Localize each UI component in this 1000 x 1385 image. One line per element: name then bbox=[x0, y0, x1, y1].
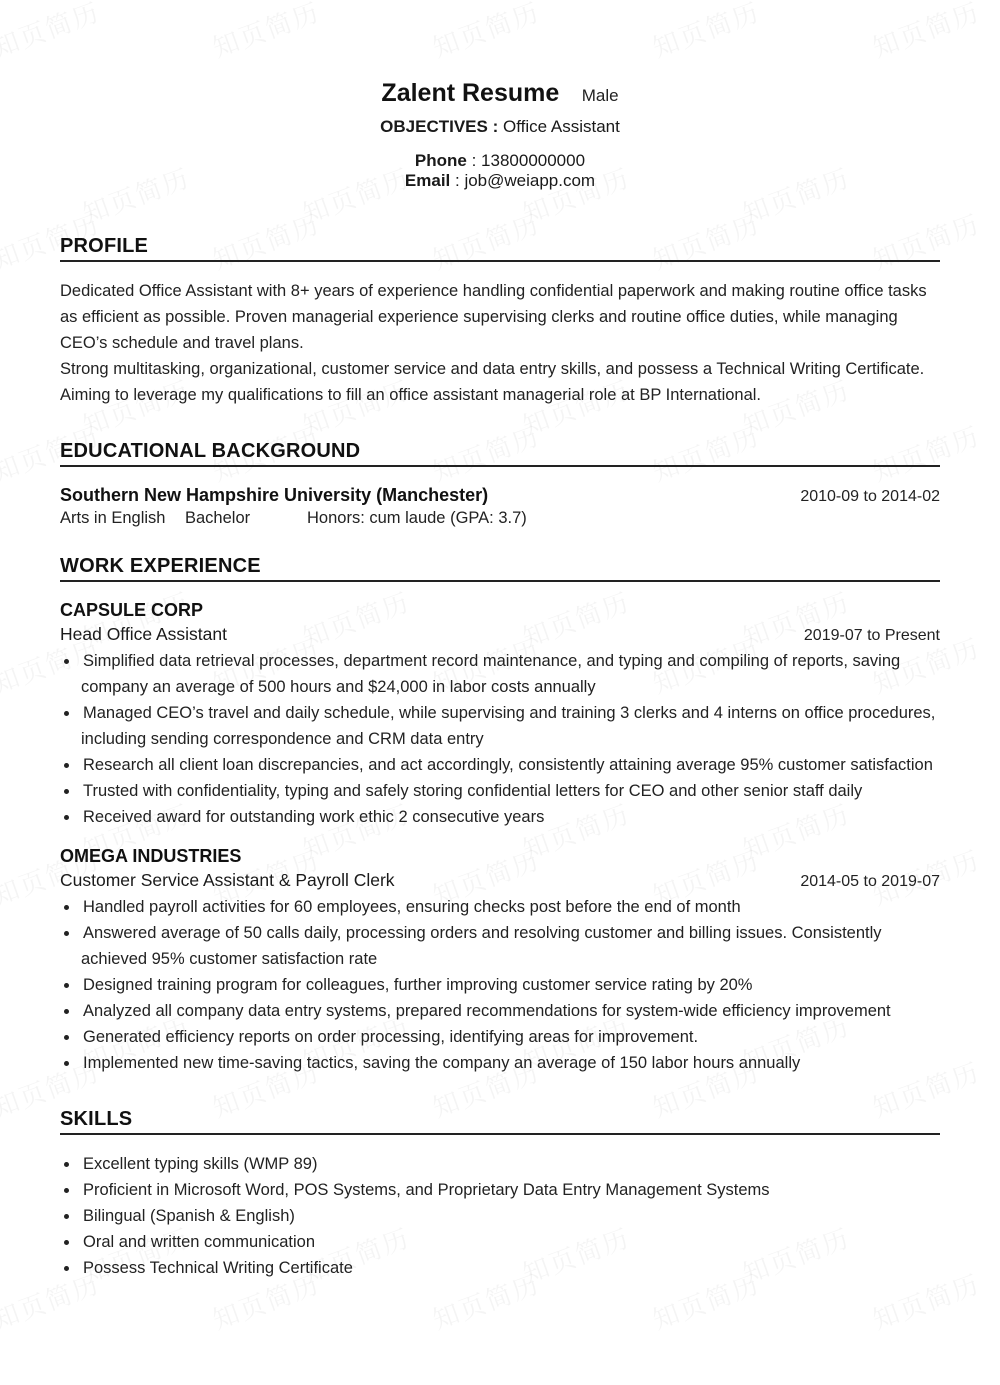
list-item bbox=[60, 1151, 940, 1177]
job-role: Head Office Assistant bbox=[60, 624, 227, 644]
email-value: job@weiapp.com bbox=[464, 171, 596, 190]
skill-text: Possess Technical Writing Certificate bbox=[83, 1259, 353, 1277]
skill-text: Proficient in Microsoft Word, POS Systems, and Proprietary Data Entry Management Systems bbox=[83, 1181, 770, 1199]
bullet-text: Simplified data retrieval processes, department record maintenance, and typing and compiling of reports, saving company an average of 500 hours and $24,000 in labor costs annually bbox=[81, 652, 901, 696]
list-item bbox=[60, 1177, 940, 1203]
skills-list bbox=[60, 1151, 940, 1281]
list-item bbox=[60, 1050, 940, 1076]
profile-paragraph: Strong multitasking, organizational, customer service and data entry skills, and possess a Technical Writing Certificate. Aiming to leverage my qualifications to fill an office assistant managerial role at BP International. bbox=[60, 360, 925, 404]
job-role: Customer Service Assistant & Payroll Clerk bbox=[60, 870, 395, 890]
bullet-text: Handled payroll activities for 60 employees, ensuring checks post before the end of month bbox=[83, 898, 741, 916]
profile-body bbox=[60, 278, 940, 408]
bullet-text: Trusted with confidentiality, typing and safely storing confidential letters for CEO and other senior staff daily bbox=[83, 782, 863, 800]
role-row bbox=[60, 868, 940, 894]
bullet-text: Generated efficiency reports on order processing, identifying areas for improvement. bbox=[83, 1028, 699, 1046]
list-item bbox=[60, 804, 940, 830]
skills-section bbox=[60, 1106, 940, 1281]
job-dates: 2019-07 to Present bbox=[803, 627, 940, 644]
list-item bbox=[60, 1255, 940, 1281]
contact-info bbox=[60, 151, 940, 191]
bullet-text: Answered average of 50 calls daily, processing orders and resolving customer and billing issues. Consistently achieved 95% customer satisfaction rate bbox=[81, 924, 882, 968]
education-entry bbox=[60, 483, 940, 529]
list-item bbox=[60, 778, 940, 804]
work-section bbox=[60, 553, 940, 1076]
education-honors: Honors: cum laude (GPA: 3.7) bbox=[307, 509, 527, 527]
company-name: OMEGA INDUSTRIES bbox=[60, 846, 242, 866]
list-item bbox=[60, 894, 940, 920]
name-line bbox=[60, 76, 940, 110]
profile-title: PROFILE bbox=[60, 233, 940, 262]
education-header-row bbox=[60, 483, 940, 507]
education-degree: Bachelor bbox=[185, 509, 251, 527]
list-item bbox=[60, 1229, 940, 1255]
email-label: Email bbox=[404, 171, 451, 190]
education-section bbox=[60, 438, 940, 529]
bullet-text: Managed CEO’s travel and daily schedule, while supervising and training 3 clerks and 4 interns on office procedures, including sending correspondence and CRM data entry bbox=[81, 704, 936, 748]
candidate-name: Zalent Resume bbox=[381, 79, 560, 107]
job-dates: 2014-05 to 2019-07 bbox=[800, 873, 940, 890]
list-item bbox=[60, 1203, 940, 1229]
list-item bbox=[60, 1024, 940, 1050]
email-line: Email : job@weiapp.com bbox=[404, 171, 596, 190]
job-bullets bbox=[60, 894, 940, 1076]
bullet-text: Research all client loan discrepancies, and act accordingly, consistently attaining average 95% customer satisfaction bbox=[83, 756, 933, 774]
bullet-text: Implemented new time-saving tactics, saving the company an average of 150 labor hours annually bbox=[83, 1054, 801, 1072]
role-row bbox=[60, 622, 940, 648]
school-name: Southern New Hampshire University (Manchester) bbox=[60, 485, 489, 505]
objective-line bbox=[60, 116, 940, 138]
bullet-text: Received award for outstanding work ethic 2 consecutive years bbox=[83, 808, 545, 826]
education-details bbox=[60, 507, 940, 529]
skill-text: Oral and written communication bbox=[83, 1233, 316, 1251]
resume-header bbox=[60, 0, 940, 191]
bullet-text: Analyzed all company data entry systems, prepared recommendations for system-wide efficiency improvement bbox=[83, 1002, 891, 1020]
phone-value: 13800000000 bbox=[481, 151, 586, 170]
profile-section bbox=[60, 233, 940, 408]
company-name: CAPSULE CORP bbox=[60, 600, 204, 620]
list-item bbox=[60, 998, 940, 1024]
education-major: Arts in English bbox=[60, 509, 166, 527]
job-bullets bbox=[60, 648, 940, 830]
phone-line: Phone : 13800000000 bbox=[414, 151, 586, 170]
skills-title: SKILLS bbox=[60, 1106, 940, 1135]
objective-label: OBJECTIVES : bbox=[380, 117, 499, 136]
phone-label: Phone bbox=[414, 151, 467, 170]
education-title: EDUCATIONAL BACKGROUND bbox=[60, 438, 940, 467]
list-item bbox=[60, 920, 940, 972]
bullet-text: Designed training program for colleagues, further improving customer service rating by 20% bbox=[83, 976, 753, 994]
work-title: WORK EXPERIENCE bbox=[60, 553, 940, 582]
candidate-gender: Male bbox=[581, 86, 619, 105]
skill-text: Excellent typing skills (WMP 89) bbox=[83, 1155, 318, 1173]
education-dates: 2010-09 to 2014-02 bbox=[800, 488, 940, 505]
job-entry bbox=[60, 844, 940, 1076]
objective-value: Office Assistant bbox=[502, 117, 620, 136]
job-entry bbox=[60, 598, 940, 830]
list-item bbox=[60, 752, 940, 778]
list-item bbox=[60, 972, 940, 998]
profile-paragraph: Dedicated Office Assistant with 8+ years of experience handling confidential paperwork and making routine office tasks as efficient as possible. Proven managerial experience supervising clerks and routine office duties, while managing CEO’s schedule and travel plans. bbox=[60, 282, 927, 352]
skill-text: Bilingual (Spanish & English) bbox=[83, 1207, 295, 1225]
list-item bbox=[60, 700, 940, 752]
list-item bbox=[60, 648, 940, 700]
